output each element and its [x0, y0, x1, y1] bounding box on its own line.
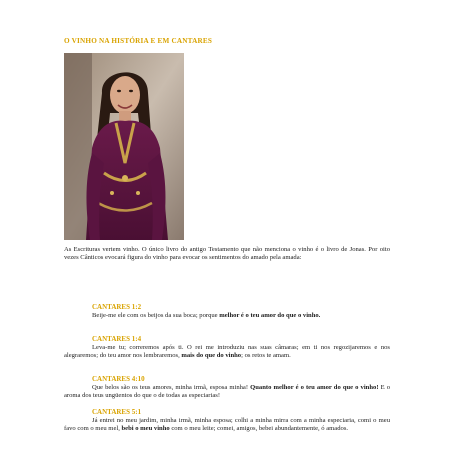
section-heading: CANTARES 4:10 [92, 375, 145, 383]
intro-paragraph: As Escrituras vertem vinho. O único livro do antigo Testamento que não menciona o vinho é o livro de Jonas. Por oito vezes Cânticos evocará figura do vinho para evocar os sentimentos do amado pela amada: [64, 246, 390, 262]
page-title: O VINHO NA HISTÓRIA E EM CANTARES [64, 37, 213, 45]
verse-text: Que belos são os teus amores, minha irmã, esposa minha! [92, 384, 251, 391]
woman-in-purple-dress-photo [64, 53, 184, 240]
verse-text: com o meu leite; comei, amigos, bebei abundantemente, ó amados. [169, 425, 349, 433]
verse-highlight: mais do que do vinho [181, 352, 242, 360]
verse-paragraph [64, 312, 390, 320]
verse-paragraph [64, 384, 390, 400]
section-heading: CANTARES 5:1 [92, 408, 142, 416]
verse-text: Leva-me tu; correremos após ti. O rei me introduziu nas suas câmaras; em ti nos regozijaremos e nos alegraremos; do teu amor nos lembraremos, [64, 344, 390, 360]
verse-highlight: bebi o meu vinho [121, 425, 170, 433]
verse-highlight: Quanto melhor é o teu amor do que o vinho! [250, 384, 379, 391]
verse-text: Já entrei no meu jardim, minha irmã, minha esposa; colhi a minha mirra com a minha especiaria, comi o meu favo com o meu mel, [64, 417, 390, 433]
verse-text: Beije-me ele com os beijos da sua boca; porque [92, 312, 220, 319]
section-heading: CANTARES 1:2 [92, 303, 142, 311]
section-heading: CANTARES 1:4 [92, 335, 142, 343]
verse-highlight: melhor é o teu amor do que o vinho. [219, 312, 321, 319]
verse-paragraph [64, 344, 390, 360]
verse-paragraph [64, 417, 390, 433]
verse-text: ; os retos te amam. [241, 352, 291, 360]
verse-text: E o aroma dos teus ungüentos do que o de todas as especiarias! [64, 384, 390, 400]
